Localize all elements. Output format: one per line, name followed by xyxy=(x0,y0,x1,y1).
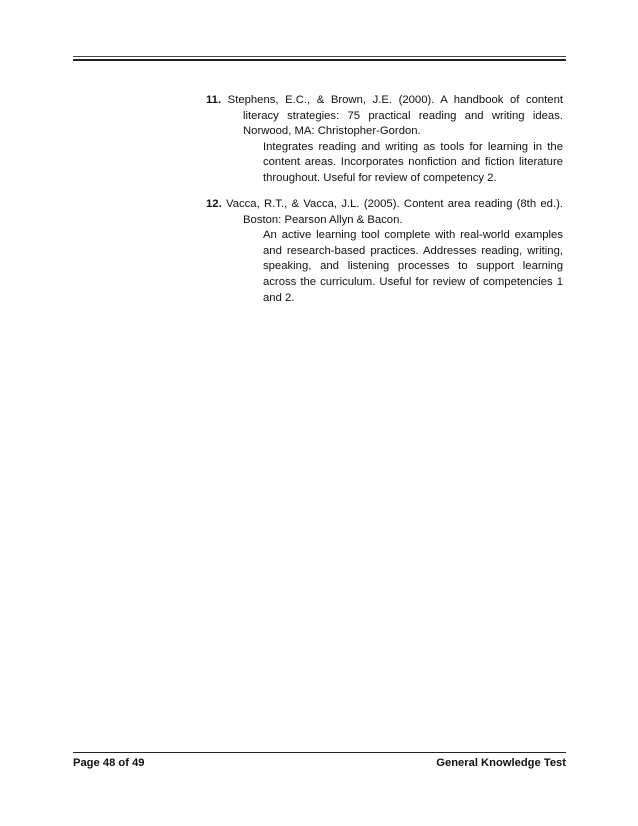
reference-citation-text: Stephens, E.C., & Brown, J.E. (2000). A handbook of content literacy strategies: 75 practical reading and writing ideas. Norwood, MA: Christopher-Gordon. xyxy=(227,94,563,138)
header-rule-thick xyxy=(73,59,566,61)
reference-entry-12 xyxy=(206,197,563,306)
reference-annotation: An active learning tool complete with real-world examples and research-based practices. Addresses reading, writing, speaking, and listening processes to support learning across the curriculum. Useful for review of competencies 1 and 2. xyxy=(263,229,563,304)
reference-citation-text: Vacca, R.T., & Vacca, J.L. (2005). Content area reading (8th ed.). Boston: Pearson Allyn & Bacon. xyxy=(226,198,563,226)
reference-number: 12. xyxy=(206,198,222,210)
reference-citation xyxy=(206,93,563,140)
reference-number: 11. xyxy=(206,94,222,106)
page-number: Page 48 of 49 xyxy=(73,757,145,769)
footer-rule xyxy=(73,752,566,753)
reference-entry-11 xyxy=(206,93,563,187)
page-footer xyxy=(73,757,566,769)
header-rule-thin xyxy=(73,56,566,57)
document-title: General Knowledge Test xyxy=(436,757,566,769)
reference-citation xyxy=(206,197,563,228)
reference-annotation: Integrates reading and writing as tools for learning in the content areas. Incorporates nonfiction and fiction literature throughout. Useful for review of competency 2. xyxy=(263,140,563,184)
